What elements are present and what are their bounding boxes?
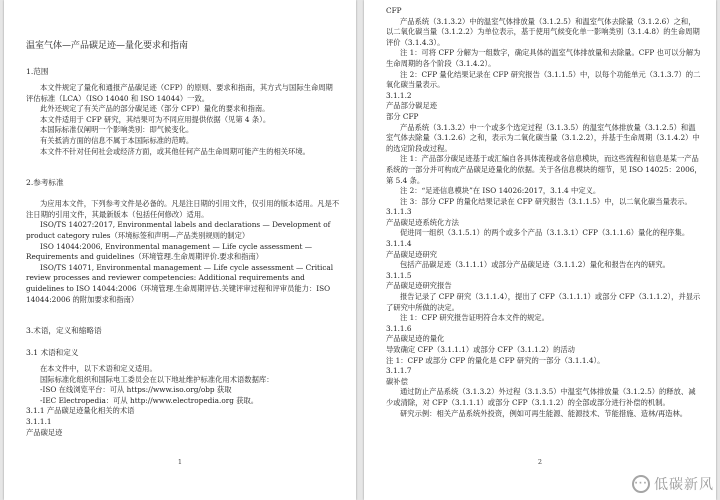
term-name: 产品碳足迹研究报告 [386,281,452,291]
term-number: 3.1.1.5 [386,270,412,280]
section-2-heading: 2.参考标准 [26,178,64,188]
definition-paragraph: 包括产品碳足迹（3.1.1.1）或部分产品碳足迹（3.1.1.2）量化和报告在内的研究。 [400,260,670,270]
references-paragraph: 为应用本文件，下列参考文件是必备的。凡是注日期的引用文件，仅引用的版本适用。凡是不注日期的引用文件，其最新版本（包括任何修改）适用。 [26,199,340,219]
page-1-content [26,40,340,438]
note-paragraph: 注 3：部分 CFP 的量化结果记录在 CFP 研究报告（3.1.1.5）中，以二氧化碳当量表示。 [400,196,692,206]
term-abbreviation: 部分 CFP [386,111,419,121]
note-paragraph: 注 2：“足迹信息模块”在 ISO 14026:2017，3.1.4 中定义。 [400,186,601,196]
term-name: 产品碳足迹 [26,427,63,437]
scope-paragraph: 此外还规定了有关产品的部分碳足迹（部分 CFP）量化的要求和指南。 [40,104,270,114]
definition-paragraph: 促进同一组织（3.1.5.1）的两个或多个产品（3.1.3.1）CFP（3.1.1.6）量化的程序集。 [400,228,690,238]
scope-paragraph: 本文件规定了量化和通报产品碳足迹（CFP）的原则、要求和指南，其方式与国际生命周期评估标准（LCA）（ISO 14040 和 ISO 14044）一致。 [26,83,333,103]
note-paragraph: 注 1：可将 CFP 分解为一组数字，确定具体的温室气体排放量和去除量。CFP 也可以分解为生命周期的各个阶段（3.1.4.2）。 [386,48,701,68]
references-paragraph: ISO 14044:2006, Environmental management — Life cycle assessment — Requirements and guidelines（环境管理.生命周期评价.要求和指南） [26,241,313,262]
section-1-heading: 1.范围 [26,67,49,76]
scope-paragraph: 有关抵消方面的信息不属于本国际标准的范畴。 [40,135,194,145]
scope-paragraph: 本文件不针对任何社会或经济方面，或其他任何产品生命周期可能产生的相关环境。 [40,146,310,156]
definition-paragraph: 导致确定 CFP（3.1.1.1）或部分 CFP（3.1.1.2）的活动 [386,345,575,354]
watermark-text: 低碳新风 [654,477,714,493]
note-paragraph: 注 2：CFP 量化结果记录在 CFP 研究报告（3.1.1.5）中，以每个功能单元（3.1.3.7）的二氧化碳当量表示。 [386,69,701,90]
section-3-heading: 3.术语，定义和缩略语 [26,326,102,336]
page-number: 1 [177,458,183,466]
definition-paragraph: 产品系统（3.1.3.2）中的温室气体排放量（3.1.2.5）和温室气体去除量（3.1.2.6）之和，以二氧化碳当量（3.1.2.2）为单位表示，基于使用气候变化单一影响类别（3.1.4.8）的生命周期评价（3.1.4.3）。 [386,16,700,47]
page-number: 2 [537,458,543,466]
document-page-2 [364,0,716,500]
note-paragraph: 注 1：CFP 或部分 CFP 的量化是 CFP 研究的一部分（3.1.1.4）。 [386,355,605,365]
terms-paragraph: -ISO 在线浏览平台：可从 https://www.iso.org/obp 获取 [40,385,232,395]
term-name: 产品部分碳足迹 [386,101,438,111]
note-paragraph: 注 1：产品部分碳足迹基于或汇编自各具体流程或各信息模块，而这些流程和信息是某一产品系统的一部分并可构成产品碳足迹量化的依据。关于各信息模块的细节，见 ISO 14025：2006，第 5.4 条。 [386,154,702,185]
references-paragraph: ISO/TS 14071, Environmental management — Life cycle assessment — Critical review processes and reviewer competencies: Additional requirements and guidelines to ISO 14044:2006（环境管理.生命周期评估.关键评审过程和评审员能力：ISO 14044:2006 的附加要求和指南） [26,262,334,304]
term-number: 3.1.1.2 [386,90,412,100]
scope-paragraph: 本文件适用于 CFP 研究，其结果可为不同应用提供依据（见第 4 条）。 [40,114,271,124]
term-name: 产品碳足迹系统化方法 [386,217,459,227]
scope-paragraph: 本国际标准仅阐明一个影响类别：即气候变化。 [40,125,194,135]
definition-paragraph: 报告记录了 CFP 研究（3.1.1.4），提出了 CFP（3.1.1.1）或部分 CFP（3.1.1.2），并显示了研究中所做的决定。 [386,292,701,312]
terms-paragraph: -IEC Electropedia：可从 http://www.electropedia.org 获取。 [40,395,259,405]
terms-paragraph: 在本文件中，以下术语和定义适用。 [40,364,157,374]
term-number: 3.1.1.7 [386,366,412,376]
section-3-1-heading: 3.1 术语和定义 [26,348,79,358]
term-name: 产品碳足迹的量化 [386,334,445,344]
definition-paragraph: 产品系统（3.1.3.2）中一个或多个选定过程（3.1.3.5）的温室气体排放量（3.1.2.5）和温室气体去除量（3.1.2.6）之和，表示为二氧化碳当量（3.1.2.2），并基于生命周期（3.1.4.2）中的选定阶段或过程。 [386,122,700,153]
document-title: 温室气体—产品碳足迹—量化要求和指南 [26,41,189,51]
chat-bubble-icon: ··· [632,475,650,493]
term-number: 3.1.1.6 [386,323,412,333]
references-paragraph: ISO/TS 14027:2017, Environmental labels and declarations — Development of product category rules（环境标签和声明—产品类别规则的制定） [26,220,331,240]
example-paragraph: 研究示例：相关产品系统外投资，例如可再生能源、能源技术、节能措施、造林/再造林。 [400,408,688,418]
term-name: 碳补偿 [386,376,408,386]
term-abbreviation: CFP [386,6,402,15]
term-number: 3.1.1.1 [26,417,52,427]
page-2-content [386,6,702,419]
section-3-1-1-heading: 3.1.1 产品碳足迹量化相关的术语 [26,406,135,416]
watermark [632,474,714,494]
document-page-1 [4,0,356,500]
term-number: 3.1.1.3 [386,207,412,217]
term-number: 3.1.1.4 [386,239,412,249]
note-paragraph: 注 1：CFP 研究报告证明符合本文件的规定。 [400,313,549,323]
definition-paragraph: 通过防止产品系统（3.1.3.2）外过程（3.1.3.5）中温室气体排放量（3.1.2.5）的释放、减少或清除，对 CFP（3.1.1.1）或部分 CFP（3.1.1.2）的全部或部分进行补偿的机制。 [386,387,696,407]
term-name: 产品碳足迹研究 [386,249,438,259]
terms-paragraph: 国际标准化组织和国际电工委员会在以下地址维护标准化用术语数据库： [40,374,274,384]
